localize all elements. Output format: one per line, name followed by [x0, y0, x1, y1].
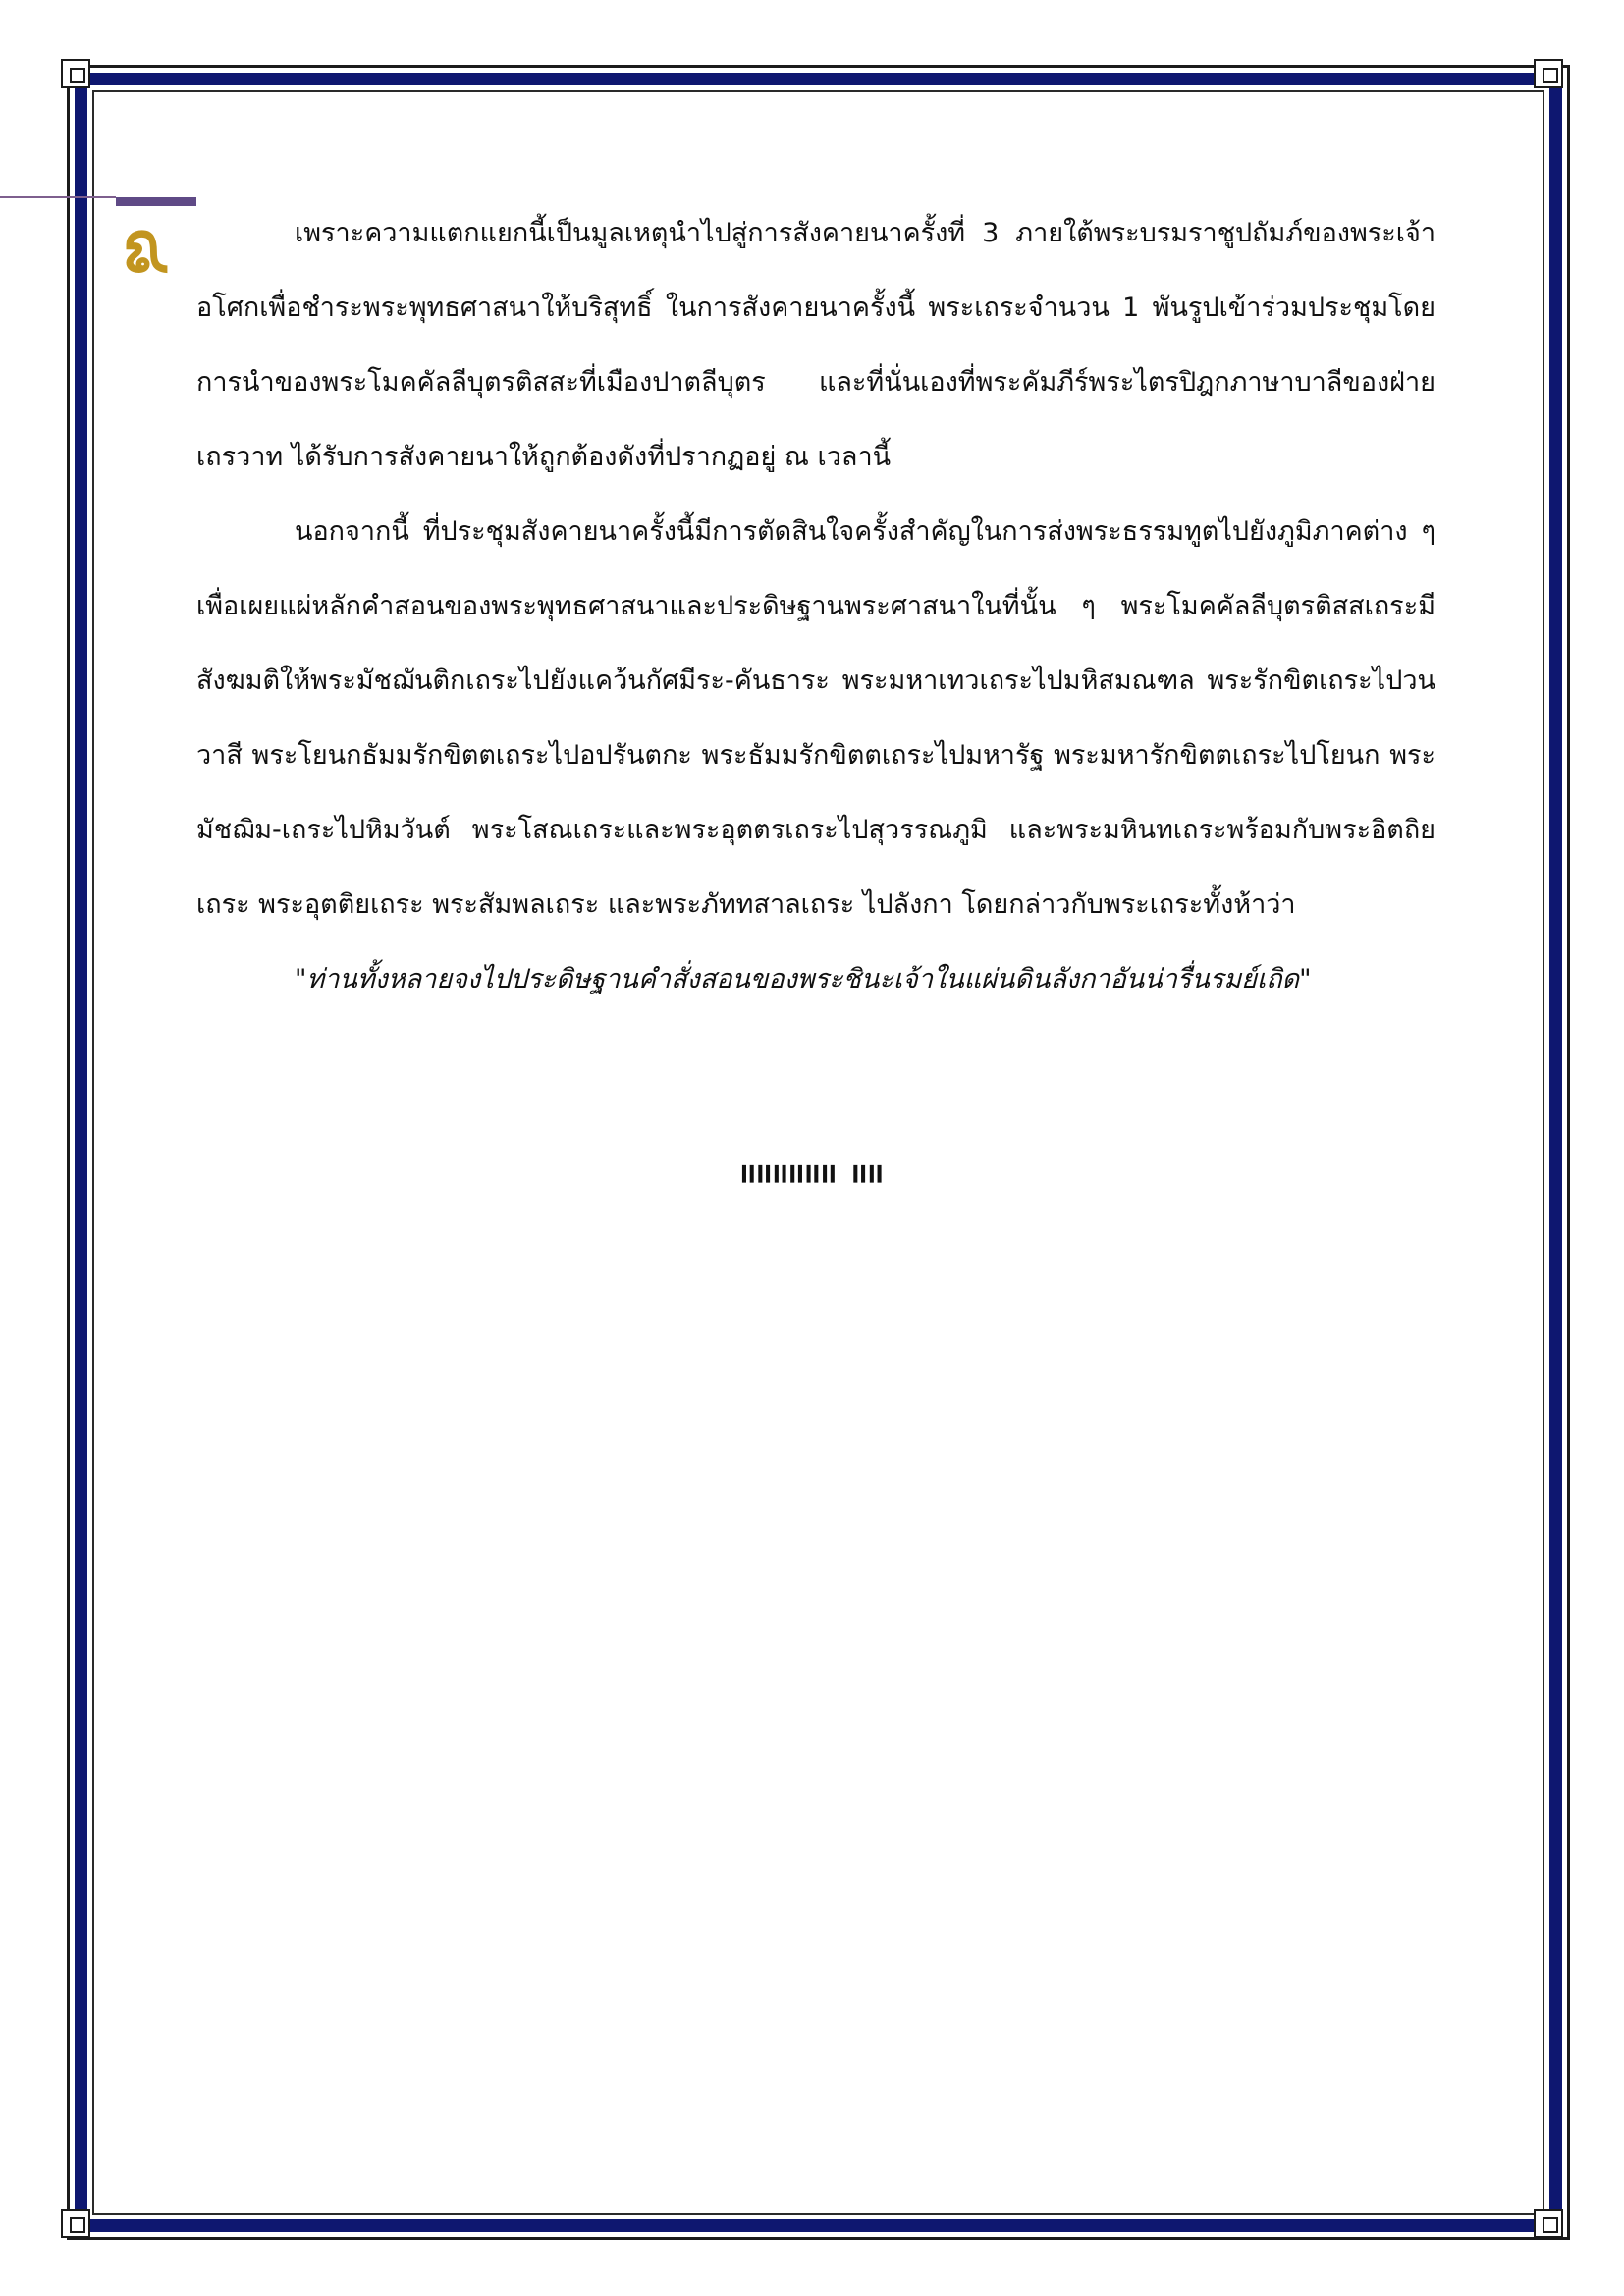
quotation: "ท่านทั้งหลายจงไปประดิษฐานคำสั่งสอนของพระชินะเจ้าในแผ่นดินลังกาอันน่ารื่นรมย์เถิด": [295, 964, 1312, 994]
section-end-ornament: ᐦᐦᐦᐦᐦᐦ ᐦᐦ: [739, 1158, 885, 1204]
page-number: ๘: [112, 227, 186, 276]
corner-ornament-bottom-left: [61, 2209, 90, 2238]
corner-ornament-bottom-right: [1534, 2209, 1563, 2238]
body-paragraph-2: นอกจากนี้ ที่ประชุมสังคายนาครั้งนี้มีการตัดสินใจครั้งสำคัญในการส่งพระธรรมทูตไปยังภูมิภาคต่าง ๆ เพื่อเผยแผ่หลักคำสอนของพระพุทธศาสนาและประดิษฐานพระศาสนาในที่นั้น ๆ พระโมคคัลลีบุตรติสสเถระมีสังฆมติให้พระมัชฌันติกเถระไปยังแคว้นกัศมีระ-คันธาระ พระมหาเทวเถระไปมหิสมณฑล พระรักขิตเถระไปวนวาสี พระโยนกธัมมรักขิตตเถระไปอปรันตกะ พระธัมมรักขิตตเถระไปมหารัฐ พระมหารักขิตตเถระไปโยนก พระมัชฌิม-เถระไปหิมวันต์ พระโสณเถระและพระอุตตรเถระไปสุวรรณภูมิ และพระมหินทเถระพร้อมกับพระอิตถิยเถระ พระอุตติยเถระ พระสัมพลเถระ และพระภัททสาลเถระ ไปลังกา โดยกล่าวกับพระเถระทั้งห้าว่า: [196, 516, 1435, 920]
body-paragraph-1: เพราะความแตกแยกนี้เป็นมูลเหตุนำไปสู่การสังคายนาครั้งที่ 3 ภายใต้พระบรมราชูปถัมภ์ของพระเจ้าอโศกเพื่อชำระพระพุทธศาสนาให้บริสุทธิ์ ในการสังคายนาครั้งนี้ พระเถระจำนวน 1 พันรูปเข้าร่วมประชุมโดยการนำของพระโมคคัลลีบุตรติสสะที่เมืองปาตลีบุตร และที่นั่นเองที่พระคัมภีร์พระไตรปิฎกภาษาบาลีของฝ่ายเถรวาท ได้รับการสังคายนาให้ถูกต้องดังที่ปรากฏอยู่ ณ เวลานี้: [196, 218, 1435, 472]
corner-ornament-top-left: [61, 59, 90, 88]
page-number-rule: [0, 196, 116, 198]
corner-ornament-top-right: [1534, 59, 1563, 88]
page-number-bar: [116, 197, 196, 206]
document-body: [196, 196, 1435, 1017]
